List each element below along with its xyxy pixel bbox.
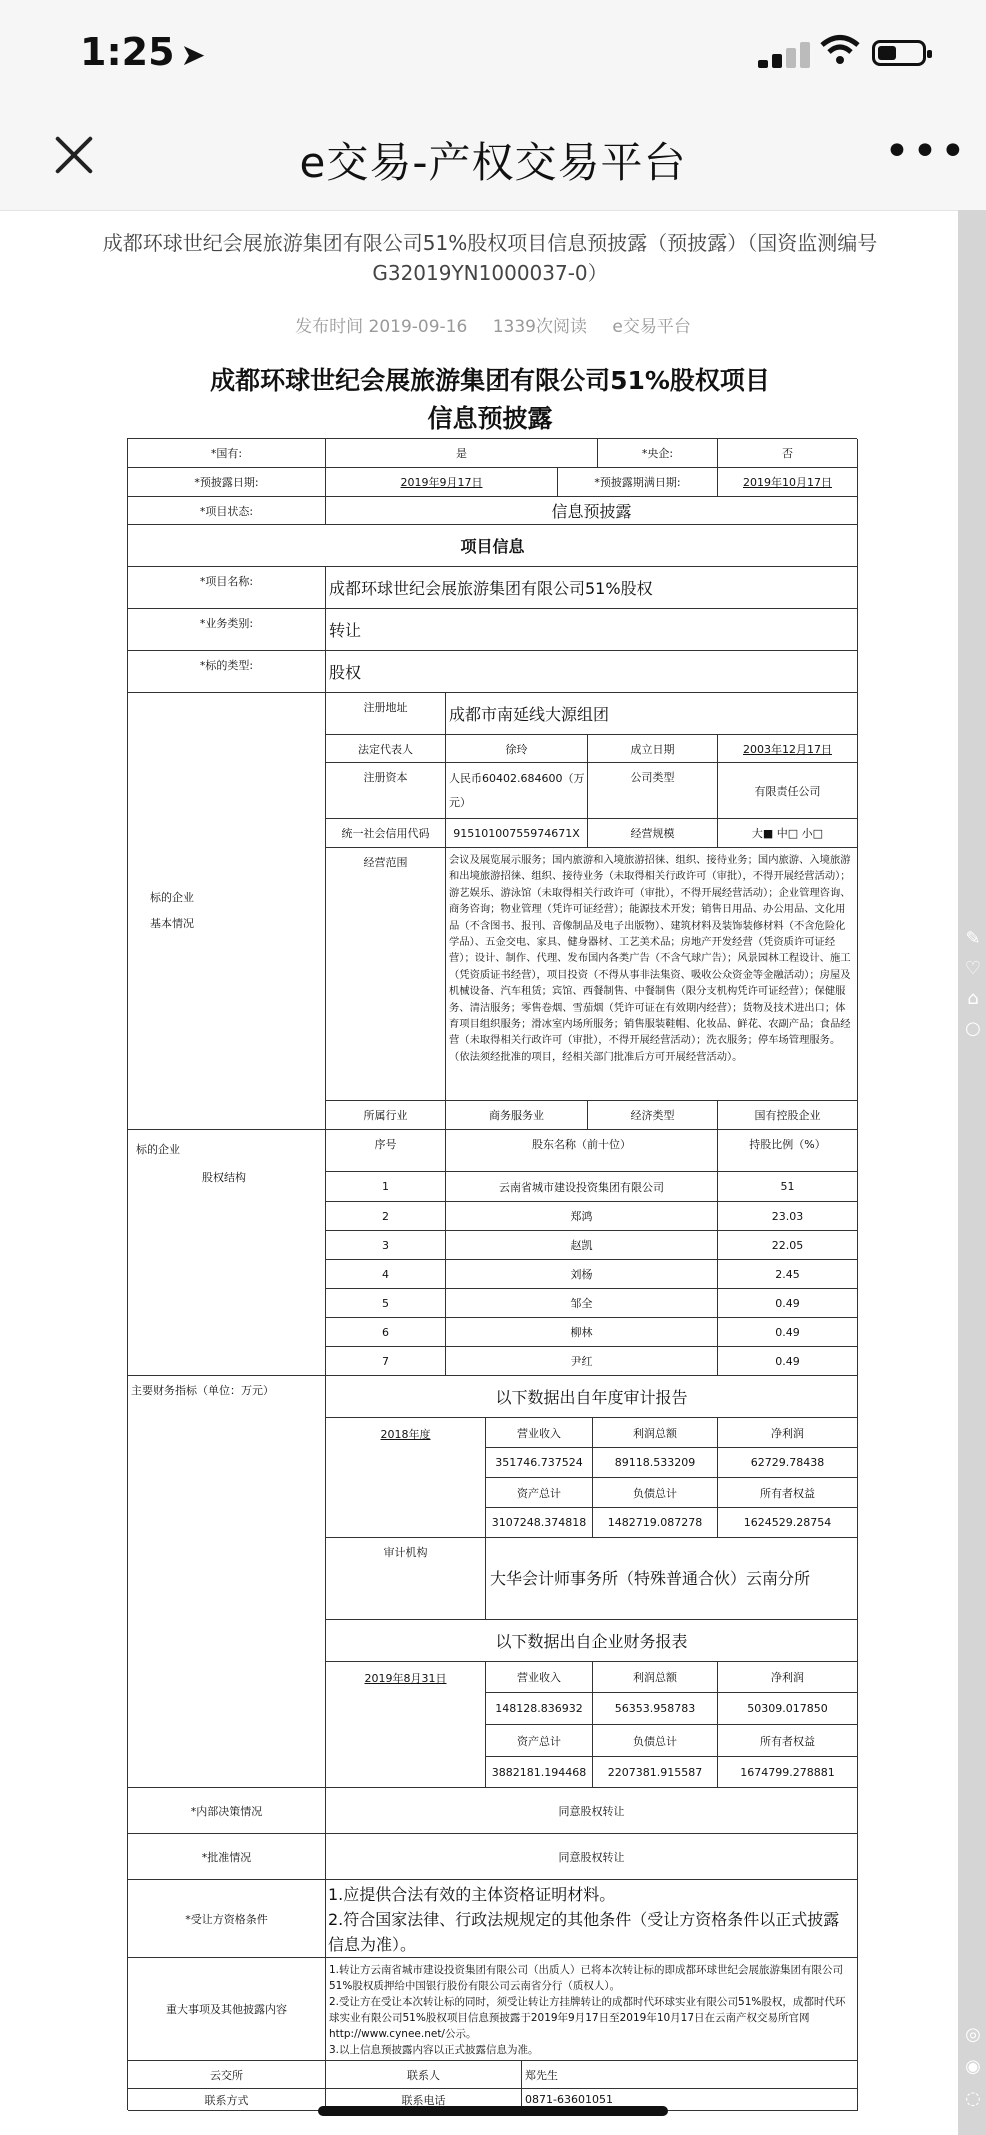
status-label: *项目状态: <box>128 497 326 525</box>
business-type-value: 转让 <box>326 609 858 651</box>
address-value: 成都市南延线大源组团 <box>446 693 858 735</box>
major-item-2: 2.受让方在受让本次转让标的同时，须受让转让方挂牌转让的成都时代环球实业有限公司51%股权，成都时代环球实业有限公司51%股权项目信息预披露于2019年9月17日至2019年10月17日在云南产权交易所官网http://www.cynee.net/公示。 <box>329 1996 846 2040</box>
heading-line-2: 信息预披露 <box>427 404 553 433</box>
audit-net-value: 62729.78438 <box>718 1448 858 1478</box>
contact-person-label: 联系人 <box>326 2061 522 2089</box>
battery-icon <box>872 40 926 66</box>
target-type-value: 股权 <box>326 651 858 693</box>
target-type-label: *标的类型: <box>128 651 326 693</box>
holder-seq: 3 <box>326 1231 446 1260</box>
tag-icon[interactable]: ⌂ <box>967 988 979 1009</box>
contact-person-value: 郑先生 <box>522 2061 858 2089</box>
auditor-label: 审计机构 <box>326 1538 486 1620</box>
article-source[interactable]: e交易平台 <box>612 317 691 337</box>
article-meta <box>0 312 986 337</box>
nav-bar <box>0 100 986 211</box>
report-debt-label: 负债总计 <box>593 1725 718 1757</box>
decision-value: 同意股权转让 <box>326 1788 858 1834</box>
report-debt-value: 2207381.915587 <box>593 1757 718 1788</box>
holder-name: 尹红 <box>446 1347 718 1376</box>
audit-owner-label: 所有者权益 <box>718 1478 858 1508</box>
found-date-label: 成立日期 <box>588 735 718 763</box>
article-title: 成都环球世纪会展旅游集团有限公司51%股权项目信息预披露（预披露）（国资监测编号G32019YN1000037-0） <box>102 231 878 285</box>
pre-end-label: *预披露期满日期: <box>558 468 718 497</box>
pre-date-label: *预披露日期: <box>128 468 326 497</box>
wifi-icon <box>820 34 860 75</box>
vip-icon[interactable]: ◉ <box>965 2056 981 2077</box>
major-matters-label: 重大事项及其他披露内容 <box>128 1958 326 2061</box>
heart-icon[interactable]: ♡ <box>964 958 982 979</box>
audit-asset-label: 资产总计 <box>486 1478 593 1508</box>
holder-seq: 7 <box>326 1347 446 1376</box>
holder-header: 股东名称（前十位） <box>446 1130 718 1172</box>
holder-name: 刘杨 <box>446 1260 718 1289</box>
seq-header: 序号 <box>326 1130 446 1172</box>
holder-name: 赵凯 <box>446 1231 718 1260</box>
company-type-value: 有限责任公司 <box>718 763 858 819</box>
holder-seq: 6 <box>326 1318 446 1347</box>
equity-structure-label <box>128 1130 326 1376</box>
major-matters-value <box>326 1958 858 2061</box>
audit-heading: 以下数据出自年度审计报告 <box>326 1376 858 1418</box>
econ-type-value: 国有控股企业 <box>718 1101 858 1130</box>
qualification-value <box>326 1880 858 1958</box>
status-time <box>80 30 206 74</box>
holder-name: 柳林 <box>446 1318 718 1347</box>
audit-rev-value: 351746.737524 <box>486 1448 593 1478</box>
address-label: 注册地址 <box>326 693 446 735</box>
audit-profit-value: 89118.533209 <box>593 1448 718 1478</box>
exchange-label: 云交所 <box>128 2061 326 2089</box>
audit-profit-label: 利润总额 <box>593 1418 718 1448</box>
ratio-header: 持股比例（%） <box>718 1130 858 1172</box>
report-net-value: 50309.017850 <box>718 1693 858 1725</box>
state-owned-label: *国有: <box>128 439 326 468</box>
contact-way-label: 联系方式 <box>128 2089 326 2111</box>
approval-label: *批准情况 <box>128 1834 326 1880</box>
report-owner-label: 所有者权益 <box>718 1725 858 1757</box>
audit-debt-value: 1482719.087278 <box>593 1508 718 1538</box>
scrollbar[interactable] <box>958 210 986 2135</box>
publish-time: 发布时间 2019-09-16 <box>295 317 468 337</box>
support-icon[interactable]: ◎ <box>965 2024 981 2045</box>
report-rev-value: 148128.836932 <box>486 1693 593 1725</box>
econ-type-label: 经济类型 <box>588 1101 718 1130</box>
legal-rep-label: 法定代表人 <box>326 735 446 763</box>
heading-line-1: 成都环球世纪会展旅游集团有限公司51%股权项目 <box>210 366 770 395</box>
holder-seq: 5 <box>326 1289 446 1318</box>
report-rev-label: 营业收入 <box>486 1662 593 1693</box>
audit-owner-value: 1624529.28754 <box>718 1508 858 1538</box>
financial-label: 主要财务指标（单位：万元） <box>128 1376 326 1788</box>
industry-label: 所属行业 <box>326 1101 446 1130</box>
capital-label: 注册资本 <box>326 763 446 819</box>
central-value: 否 <box>718 439 858 468</box>
audit-asset-value: 3107248.374818 <box>486 1508 593 1538</box>
phone-value[interactable]: 0871-63601051 <box>522 2089 858 2111</box>
holder-name: 邹全 <box>446 1289 718 1318</box>
legal-rep-value: 徐玲 <box>446 735 588 763</box>
project-info-heading: 项目信息 <box>128 525 858 567</box>
pre-end-value: 2019年10月17日 <box>718 468 858 497</box>
disclosure-table <box>127 438 857 2110</box>
major-item-1: 1.转让方云南省城市建设投资集团有限公司（出质人）已将本次转让标的即成都环球世纪会展旅游集团有限公司51%股权质押给中国银行股份有限公司云南省分行（质权人）。 <box>329 1964 844 1992</box>
project-name-label: *项目名称: <box>128 567 326 609</box>
holder-name: 郑鸿 <box>446 1202 718 1231</box>
equity-label-2: 股权结构 <box>202 1171 246 1184</box>
holder-seq: 1 <box>326 1172 446 1202</box>
scope-value: 会议及展览展示服务；国内旅游和入境旅游招徕、组织、接待业务；国内旅游、入境旅游和出境旅游招徕、组织、接待业务（未取得相关行政许可（审批），不得开展经营活动）；游艺娱乐、游泳馆（未取得相关行政许可（审批），不得开展经营活动）；企业管理咨询、商务咨询；物业管理（凭许可证经营）；能源技术开发；销售日用品、办公用品、文化用品（不含图书、报刊、音像制品及电子出版物）、建筑材料及装饰装修材料（不含危险化学品）、五金交电、家具、健身器材、工艺美术品；房地产开发经营（凭资质许可证经营）；设计、制作、代理、发布国内各类广告（不含气球广告）；风景园林工程设计、施工（凭资质证书经营），项目投资（不得从事非法集资、吸收公众资金等金融活动）；房屋及机械设备、汽车租赁；宾馆、西餐制售、中餐制售（限分支机构凭许可证经营）；保健服务、清洁服务；零售卷烟、雪茄烟（凭许可证在有效期内经营）；货物及技术进出口；体育项目组织服务；滑冰室内场所服务；销售服装鞋帽、化妆品、鲜花、农副产品；食品经营（未取得相关行政许可（审批），不得开展经营活动）；洗衣服务；停车场管理服务。（依法须经批准的项目，经相关部门批准后方可开展经营活动）。 <box>446 848 858 1101</box>
report-asset-label: 资产总计 <box>486 1725 593 1757</box>
company-type-label: 公司类型 <box>588 763 718 819</box>
pre-date-value: 2019年9月17日 <box>326 468 558 497</box>
qualification-label: *受让方资格条件 <box>128 1880 326 1958</box>
decision-label: *内部决策情况 <box>128 1788 326 1834</box>
search-icon[interactable]: ○ <box>965 1018 981 1039</box>
audit-year: 2018年度 <box>326 1418 486 1538</box>
document-heading <box>170 362 810 438</box>
holder-ratio: 23.03 <box>718 1202 858 1231</box>
nav-title: e交易-产权交易平台 <box>299 138 687 187</box>
basic-info-label-1: 标的企业 <box>150 891 194 904</box>
cellular-signal-icon <box>758 38 814 68</box>
status-bar <box>0 0 986 100</box>
project-name-value: 成都环球世纪会展旅游集团有限公司51%股权 <box>326 567 858 609</box>
status-time-text: 1:25 <box>80 30 175 74</box>
holder-name: 云南省城市建设投资集团有限公司 <box>446 1172 718 1202</box>
audit-rev-label: 营业收入 <box>486 1418 593 1448</box>
scale-value: 大■ 中□ 小□ <box>718 819 858 848</box>
read-count: 1339次阅读 <box>492 317 587 337</box>
holder-seq: 2 <box>326 1202 446 1231</box>
credit-code-value: 91510100755974671X <box>446 819 588 848</box>
holder-ratio: 0.49 <box>718 1289 858 1318</box>
share-icon[interactable]: ◌ <box>965 2088 981 2109</box>
approval-value: 同意股权转让 <box>326 1834 858 1880</box>
holder-ratio: 0.49 <box>718 1318 858 1347</box>
central-label: *央企: <box>598 439 718 468</box>
report-heading: 以下数据出自企业财务报表 <box>326 1620 858 1662</box>
report-profit-label: 利润总额 <box>593 1662 718 1693</box>
audit-debt-label: 负债总计 <box>593 1478 718 1508</box>
audit-net-label: 净利润 <box>718 1418 858 1448</box>
holder-ratio: 2.45 <box>718 1260 858 1289</box>
report-profit-value: 56353.958783 <box>593 1693 718 1725</box>
location-arrow-icon: ➤ <box>180 38 206 73</box>
capital-value: 人民币60402.684600（万元） <box>446 763 588 819</box>
state-owned-value: 是 <box>326 439 598 468</box>
equity-label-1: 标的企业 <box>136 1143 180 1156</box>
home-indicator[interactable] <box>318 2106 668 2116</box>
report-asset-value: 3882181.194468 <box>486 1757 593 1788</box>
qualification-item-1: 1.应提供合法有效的主体资格证明材料。 <box>328 1885 616 1904</box>
scope-label: 经营范围 <box>326 848 446 1101</box>
found-date-value: 2003年12月17日 <box>718 735 858 763</box>
scale-label: 经营规模 <box>588 819 718 848</box>
credit-code-label: 统一社会信用代码 <box>326 819 446 848</box>
report-date: 2019年8月31日 <box>326 1662 486 1788</box>
pin-icon[interactable]: ✎ <box>965 928 981 949</box>
industry-value: 商务服务业 <box>446 1101 588 1130</box>
qualification-item-2: 2.符合国家法律、行政法规规定的其他条件（受让方资格条件以正式披露信息为准）。 <box>328 1910 840 1954</box>
more-options-icon[interactable]: ••• <box>884 126 968 177</box>
phone-label: 联系电话 <box>326 2089 522 2111</box>
basic-info-label-2: 基本情况 <box>150 917 194 930</box>
major-item-3: 3.以上信息预披露内容以正式披露信息为准。 <box>329 2044 539 2056</box>
auditor-value: 大华会计师事务所（特殊普通合伙）云南分所 <box>486 1538 858 1620</box>
holder-ratio: 0.49 <box>718 1347 858 1376</box>
report-net-label: 净利润 <box>718 1662 858 1693</box>
holder-seq: 4 <box>326 1260 446 1289</box>
status-value: 信息预披露 <box>326 497 858 525</box>
business-type-label: *业务类别: <box>128 609 326 651</box>
basic-info-label <box>128 693 326 1130</box>
report-owner-value: 1674799.278881 <box>718 1757 858 1788</box>
holder-ratio: 22.05 <box>718 1231 858 1260</box>
holder-ratio: 51 <box>718 1172 858 1202</box>
